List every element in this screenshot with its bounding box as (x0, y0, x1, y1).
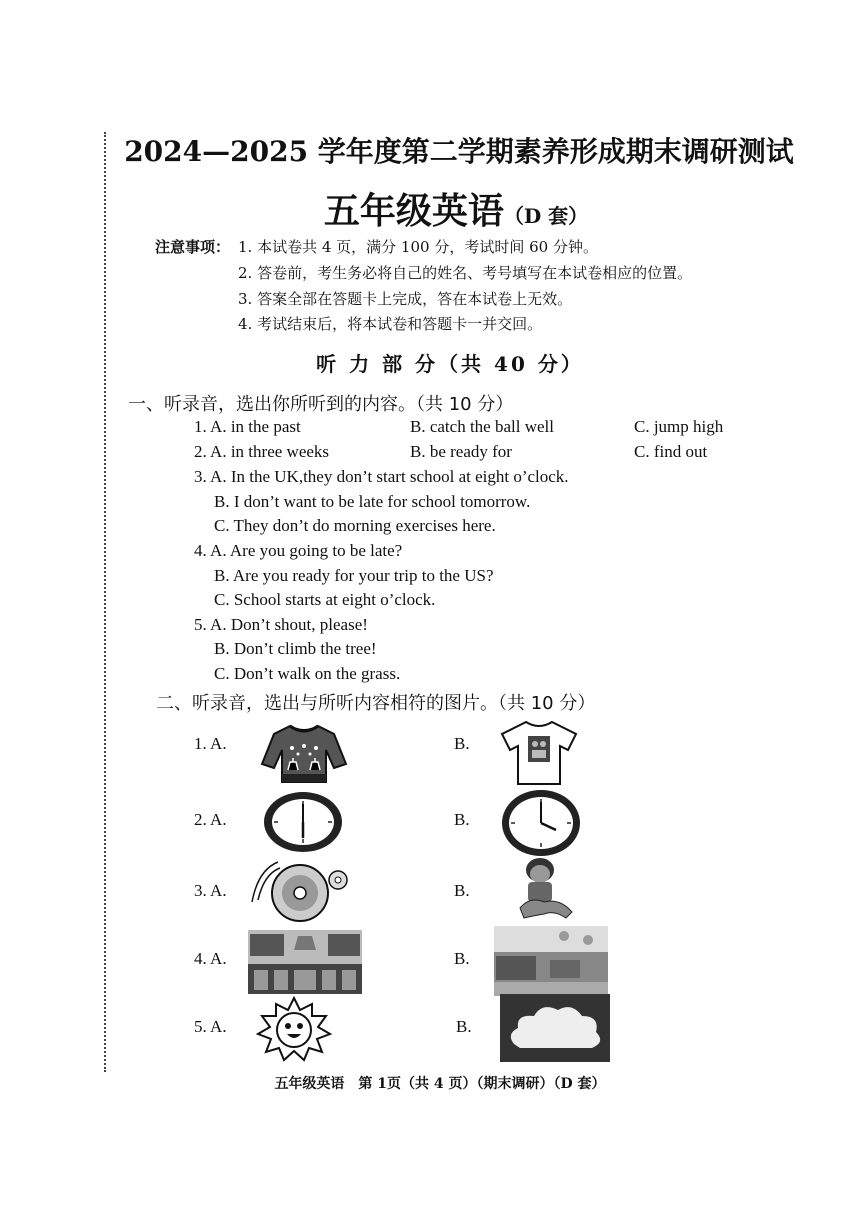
clock-icon (262, 790, 344, 854)
q2-option-a: 2. A. in three weeks (194, 442, 330, 461)
q5-option-a: 5. A. Don’t shout, please! (194, 615, 368, 634)
part2-title: 二、听录音，选出与所听内容相符的图片。（共 10 分） (156, 693, 596, 714)
listening-section-heading: 听 力 部 分（共 40 分） (316, 352, 584, 376)
pic-q4-label-a: 4. A. (194, 949, 227, 968)
q5-option-c: C. Don’t walk on the grass. (214, 664, 401, 683)
clock-icon (500, 788, 582, 858)
cd-icon (250, 860, 350, 926)
q3-option-b: B. I don’t want to be late for school tomorrow. (214, 492, 531, 511)
cloud-icon (500, 994, 610, 1062)
page-footer: 五年级英语 第 1页（共 4 页）（期末调研）（D 套） (274, 1076, 606, 1092)
pic-q1-label-b: B. (454, 734, 470, 753)
pic-q4-label-b: B. (454, 949, 470, 968)
pic-q3-label-b: B. (454, 881, 470, 900)
q4-option-b: B. Are you ready for your trip to the US? (214, 566, 494, 585)
q1-option-a: 1. A. in the past (194, 417, 301, 436)
paper-set: （D 套） (503, 204, 589, 228)
pic-q2-label-a: 2. A. (194, 810, 227, 829)
subject-title (0, 183, 860, 234)
part1-title: 一、听录音，选出你所听到的内容。（共 10 分） (128, 394, 514, 415)
pic-q3-label-a: 3. A. (194, 881, 227, 900)
q2-option-b: B. be ready for (410, 442, 512, 461)
subject-name: 五年级英语 (323, 190, 504, 232)
note-item: 1. 本试卷共 4 页，满分 100 分，考试时间 60 分钟。 (238, 238, 598, 256)
living-room-icon (494, 926, 608, 996)
q4-option-c: C. School starts at eight o’clock. (214, 590, 436, 609)
note-item: 3. 答案全部在答题卡上完成，答在本试卷上无效。 (238, 290, 573, 308)
sitting-child-icon (510, 856, 578, 924)
q1-option-c: C. jump high (634, 417, 724, 436)
q5-option-b: B. Don’t climb the tree! (214, 639, 377, 658)
q3-option-a: 3. A. In the UK,they don’t start school at eight o’clock. (194, 467, 569, 486)
notes-label: 注意事项： (155, 238, 231, 256)
note-item: 2. 答卷前，考生务必将自己的姓名、考号填写在本试卷相应的位置。 (238, 264, 693, 282)
tshirt-icon (498, 718, 580, 786)
pic-q1-label-a: 1. A. (194, 734, 227, 753)
q4-option-a: 4. A. Are you going to be late? (194, 541, 403, 560)
pic-q5-label-a: 5. A. (194, 1017, 227, 1036)
q1-option-b: B. catch the ball well (410, 417, 554, 436)
sweater-icon (260, 720, 348, 784)
binding-dotted-line (104, 132, 106, 1072)
note-item: 4. 考试结束后，将本试卷和答题卡一并交回。 (238, 315, 543, 333)
q3-option-c: C. They don’t do morning exercises here. (214, 516, 496, 535)
kitchen-icon (248, 930, 362, 994)
exam-title: 2024—2025 学年度第二学期素养形成期末调研测试 (124, 135, 794, 168)
pic-q2-label-b: B. (454, 810, 470, 829)
pic-q5-label-b: B. (456, 1017, 472, 1036)
q2-option-c: C. find out (634, 442, 708, 461)
sun-icon (254, 996, 334, 1062)
